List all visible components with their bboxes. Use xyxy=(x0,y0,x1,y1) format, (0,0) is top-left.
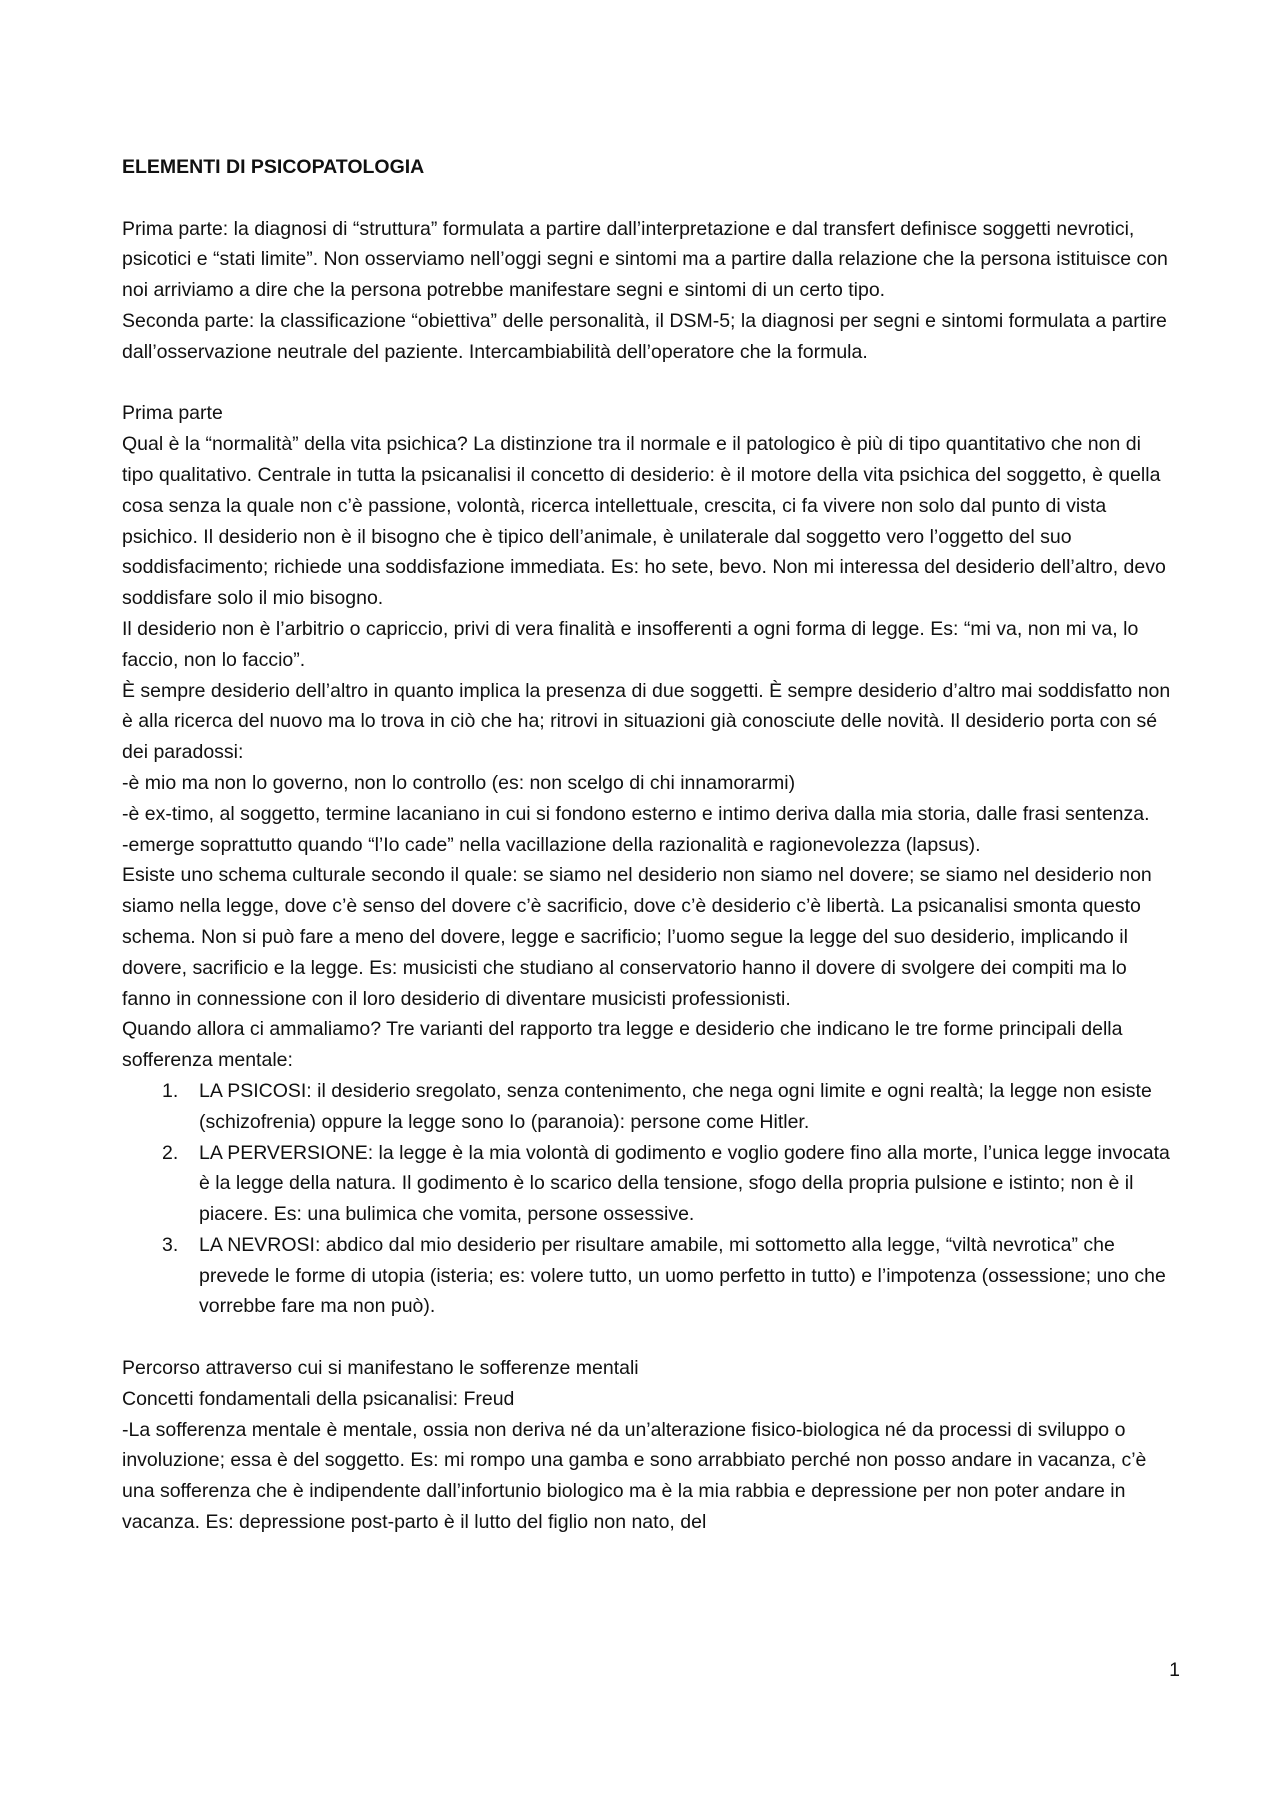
body-paragraph: Quando allora ci ammaliamo? Tre varianti del rapporto tra legge e desiderio che indicano le tre forme principali della sofferenza mentale: xyxy=(122,1018,1123,1072)
list-item-number: 1. xyxy=(162,1079,179,1102)
body-paragraph: -è mio ma non lo governo, non lo controllo (es: non scelgo di chi innamorarmi) xyxy=(122,771,796,794)
body-paragraph: Esiste uno schema culturale secondo il quale: se siamo nel desiderio non siamo nel dovere; se siamo nel desiderio non siamo nella legge, dove c’è senso del dovere c’è sacrificio, dove c’è desiderio c’è libertà. La psicanalisi smonta questo schema. Non si può fare a meno del dovere, legge e sacrificio; l’uomo segue la legge del suo desiderio, implicando il dovere, sacrificio e la legge. Es: musicisti che studiano al conservatorio hanno il dovere di svolgere dei compiti ma lo fanno in connessione con il loro desiderio di diventare musicisti professionisti. xyxy=(122,864,1152,1010)
blank-line xyxy=(122,183,1172,214)
body-paragraph: -è ex-timo, al soggetto, termine lacaniano in cui si fondono esterno e intimo deriva dalla mia storia, dalle frasi sentenza. xyxy=(122,802,1150,825)
intro-paragraph: Seconda parte: la classificazione “obiettiva” delle personalità, il DSM-5; la diagnosi per segni e sintomi formulata a partire dall’osservazione neutrale del paziente. Intercambiabilità dell’operatore che la formula. xyxy=(122,309,1167,363)
list-item-text: LA NEVROSI: abdico dal mio desiderio per risultare amabile, mi sottometto alla legge, “viltà nevrotica” che prevede le forme di utopia (isteria; es: volere tutto, un uomo perfetto in tutto) e l’impotenza (ossessione; uno che vorrebbe fare ma non può). xyxy=(199,1233,1166,1318)
body-paragraph: Qual è la “normalità” della vita psichica? La distinzione tra il normale e il patologico è più di tipo quantitativo che non di tipo qualitativo. Centrale in tutta la psicanalisi il concetto di desiderio: è il motore della vita psichica del soggetto, è quella cosa senza la quale non c’è passione, volontà, ricerca intellettuale, crescita, ci fa vivere non solo dal punto di vista psichico. Il desiderio non è il bisogno che è tipico dell’animale, è unilaterale dal soggetto vero l’oggetto del suo soddisfacimento; richiede una soddisfazione immediata. Es: ho sete, bevo. Non mi interessa del desiderio dell’altro, devo soddisfare solo il mio bisogno. xyxy=(122,433,1166,610)
blank-line xyxy=(122,1322,1172,1353)
list-item xyxy=(122,1138,1172,1230)
list-item-text: LA PSICOSI: il desiderio sregolato, senza contenimento, che nega ogni limite e ogni realtà; la legge non esiste (schizofrenia) oppure la legge sono Io (paranoia): persone come Hitler. xyxy=(199,1079,1152,1133)
list-item-number: 2. xyxy=(162,1141,179,1164)
document-title: ELEMENTI DI PSICOPATOLOGIA xyxy=(122,156,425,178)
body-paragraph: È sempre desiderio dell’altro in quanto implica la presenza di due soggetti. È sempre desiderio d’altro mai soddisfatto non è alla ricerca del nuovo ma lo trova in ciò che ha; ritrovi in situazioni già conosciute delle novità. Il desiderio porta con sé dei paradossi: xyxy=(122,679,1171,764)
blank-line xyxy=(122,368,1172,399)
list-item xyxy=(122,1076,1172,1138)
section-heading: Percorso attraverso cui si manifestano le sofferenze mentali xyxy=(122,1357,639,1380)
section-heading: Prima parte xyxy=(122,402,223,425)
list-item xyxy=(122,1230,1172,1322)
intro-paragraph: Prima parte: la diagnosi di “struttura” formulata a partire dall’interpretazione e dal transfert definisce soggetti nevrotici, psicotici e “stati limite”. Non osserviamo nell’oggi segni e sintomi ma a partire dalla relazione che la persona istituisce con noi arriviamo a dire che la persona potrebbe manifestare segni e sintomi di un certo tipo. xyxy=(122,217,1168,302)
body-paragraph: -La sofferenza mentale è mentale, ossia non deriva né da un’alterazione fisico-biologica né da processi di sviluppo o involuzione; essa è del soggetto. Es: mi rompo una gamba e sono arrabbiato perché non posso andare in vacanza, c’è una sofferenza che è indipendente dall’infortunio biologico ma è la mia rabbia e depressione per non poter andare in vacanza. Es: depressione post-parto è il lutto del figlio non nato, del xyxy=(122,1418,1147,1534)
suffering-forms-list xyxy=(122,1076,1172,1322)
document-body xyxy=(122,152,1172,1538)
page-number: 1 xyxy=(1169,1659,1180,1681)
body-paragraph: -emerge soprattutto quando “l’Io cade” nella vacillazione della razionalità e ragionevolezza (lapsus). xyxy=(122,833,981,856)
list-item-text: LA PERVERSIONE: la legge è la mia volontà di godimento e voglio godere fino alla morte, l’unica legge invocata è la legge della natura. Il godimento è lo scarico della tensione, sfogo della propria pulsione e istinto; non è il piacere. Es: una bulimica che vomita, persone ossessive. xyxy=(199,1141,1170,1226)
body-paragraph: Il desiderio non è l’arbitrio o capriccio, privi di vera finalità e insofferenti a ogni forma di legge. Es: “mi va, non mi va, lo faccio, non lo faccio”. xyxy=(122,617,1139,671)
section-subheading: Concetti fondamentali della psicanalisi: Freud xyxy=(122,1387,515,1410)
list-item-number: 3. xyxy=(162,1233,179,1256)
